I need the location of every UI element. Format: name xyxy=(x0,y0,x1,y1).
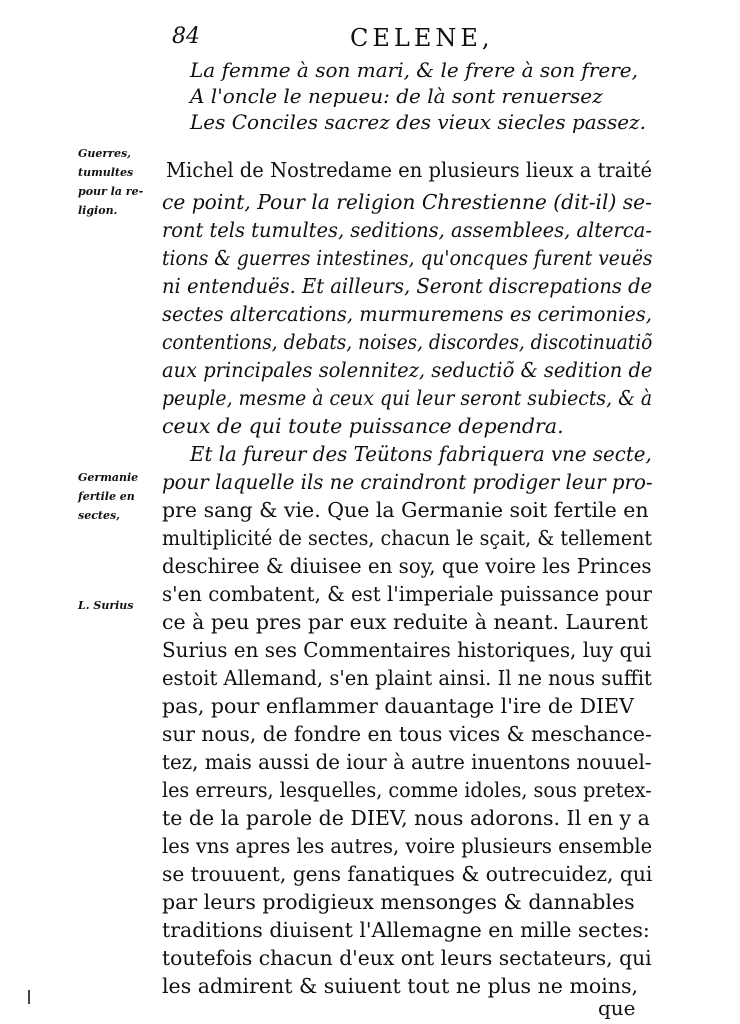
text-line: Michel de Nostredame en plusieurs lieux a traité xyxy=(166,158,653,182)
text-line: sur nous, de fondre en tous vices & meschance- xyxy=(162,722,652,746)
text-line: estoit Allemand, s'en plaint ainsi. Il ne nous suffit xyxy=(162,666,652,690)
text-line: peuple, mesme à ceux qui leur seront subiects, & à xyxy=(162,386,653,410)
text-line: multiplicité de sectes, chacun le sçait, & tellement xyxy=(162,526,653,550)
text-line: pour laquelle ils ne craindront prodiger leur pro- xyxy=(162,470,653,494)
text-line: ce à peu pres par eux reduite à neant. Laurent xyxy=(162,610,648,634)
text-line: les admirent & suiuent tout ne plus ne moins, xyxy=(162,974,639,998)
text-line: s'en combatent, & est l'imperiale puissance pour xyxy=(162,582,652,606)
text-line: deschiree & diuisee en soy, que voire les Princes xyxy=(162,554,652,578)
text-line: Surius en ses Commentaires historiques, luy qui xyxy=(162,638,652,662)
margin-note: Guerres, tumultes pour la re- ligion. xyxy=(78,147,144,217)
text-line: ront tels tumultes, seditions, assemblees, alterca- xyxy=(162,218,652,242)
text-line: aux principales solennitez, seductiõ & sedition de xyxy=(162,358,653,382)
text-line: les erreurs, lesquelles, comme idoles, sous pretex- xyxy=(162,778,652,802)
verse-line: A l'oncle le nepueu: de là sont renuersez xyxy=(190,84,603,108)
margin-note: L. Surius xyxy=(78,599,134,612)
text-line: par leurs prodigieux mensonges & dannables xyxy=(162,890,635,914)
verse-line: La femme à son mari, & le frere à son frere, xyxy=(190,58,638,82)
text-line: traditions diuisent l'Allemagne en mille sectes: xyxy=(162,918,650,942)
running-title: CELENE, xyxy=(350,24,494,52)
text-line: te de la parole de DIEV, nous adorons. Il en y a xyxy=(162,806,650,830)
text-line: contentions, debats, noises, discordes, discotinuatiõ xyxy=(162,330,653,354)
text-line: toutefois chacun d'eux ont leurs sectateurs, qui xyxy=(162,946,652,970)
text-line: ce point, Pour la religion Chrestienne (dit-il) se- xyxy=(162,190,652,214)
text-line: pas, pour enflammer dauantage l'ire de DIEV xyxy=(162,694,634,718)
text-line: tions & guerres intestines, qu'oncques furent veuës xyxy=(162,246,653,270)
page-number: 84 xyxy=(172,24,200,49)
text-line: ceux de qui toute puissance dependra. xyxy=(162,414,564,438)
text-line: Et la fureur des Teütons fabriquera vne secte, xyxy=(190,442,652,466)
text-line: se trouuent, gens fanatiques & outrecuidez, qui xyxy=(162,862,653,886)
margin-note: Germanie fertile en sectes, xyxy=(78,471,139,522)
text-line: tez, mais aussi de iour à autre inuentons nouuel- xyxy=(162,750,652,774)
verse-line: Les Conciles sacrez des vieux siecles passez. xyxy=(190,110,646,134)
text-line: pre sang & vie. Que la Germanie soit fertile en xyxy=(162,498,649,522)
page-edge-mark xyxy=(28,990,30,1004)
text-line: les vns apres les autres, voire plusieurs ensemble xyxy=(162,834,653,858)
text-line: ni entenduës. Et ailleurs, Seront discrepations de xyxy=(162,274,653,298)
catchword: que xyxy=(598,996,636,1020)
page-header xyxy=(0,24,740,58)
text-line: sectes altercations, murmuremens es cerimonies, xyxy=(162,302,652,326)
